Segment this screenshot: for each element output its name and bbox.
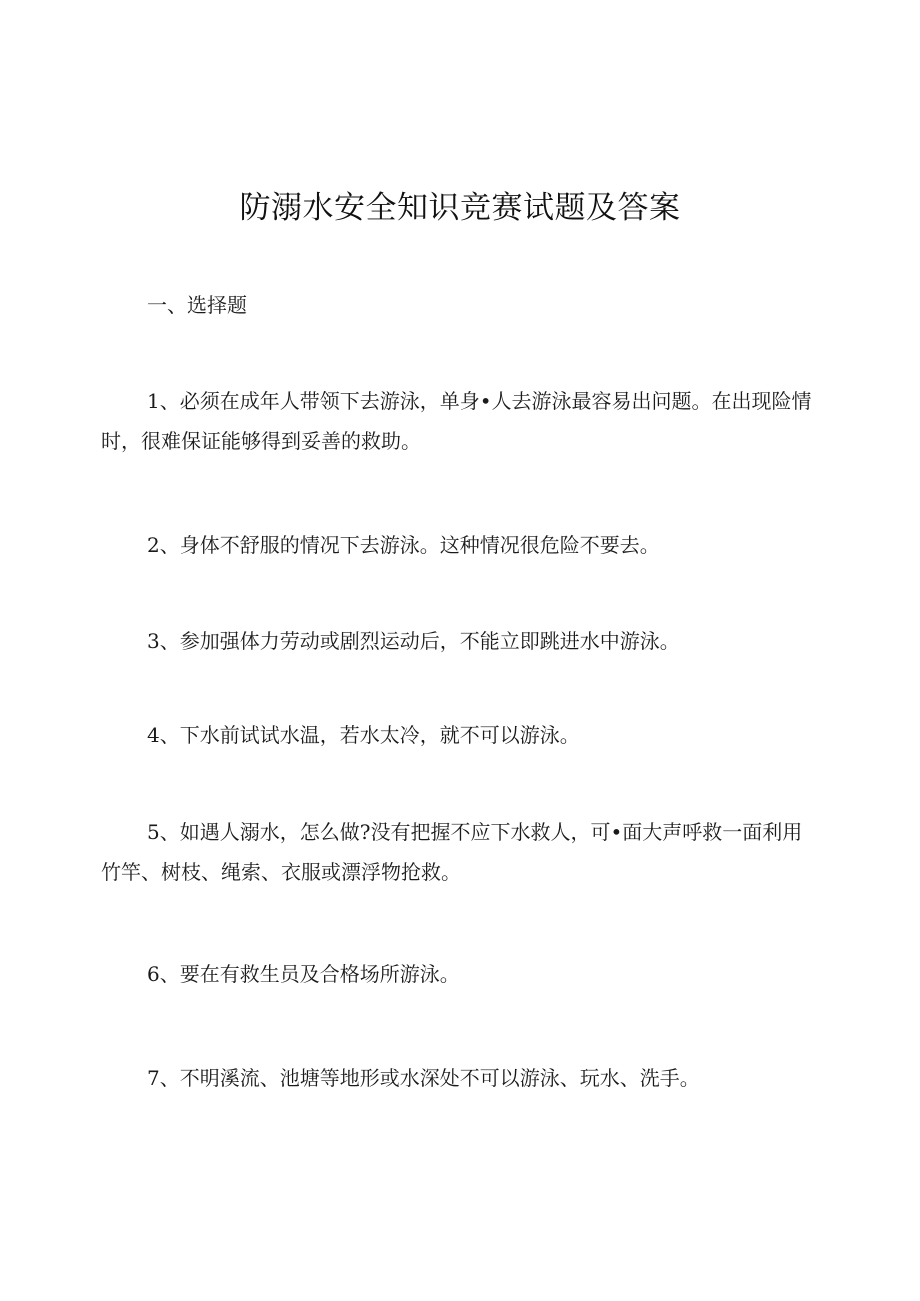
- question-item: 7、不明溪流、池塘等地形或水深处不可以游泳、玩水、洗手。: [147, 1066, 700, 1090]
- question-item: 6、要在有救生员及合格场所游泳。: [147, 962, 460, 986]
- question-item: 1、必须在成年人带领下去游泳，单身•人去游泳最容易出问题。在出现险情时，很难保证能够得到妥善的救助。: [101, 389, 812, 453]
- question-item: 4、下水前试试水温，若水太冷，就不可以游泳。: [147, 723, 580, 747]
- question-item: 3、参加强体力劳动或剧烈运动后，不能立即跳进水中游泳。: [147, 629, 680, 653]
- question-item: 5、如遇人溺水，怎么做?没有把握不应下水救人，可•面大声呼救一面利用竹竿、树枝、绳索、衣服或漂浮物抢救。: [101, 820, 803, 884]
- section-heading: 一、选择题: [147, 293, 247, 317]
- page-title: 防溺水安全知识竞赛试题及答案: [239, 190, 681, 226]
- question-item: 2、身体不舒服的情况下去游泳。这种情况很危险不要去。: [147, 533, 660, 557]
